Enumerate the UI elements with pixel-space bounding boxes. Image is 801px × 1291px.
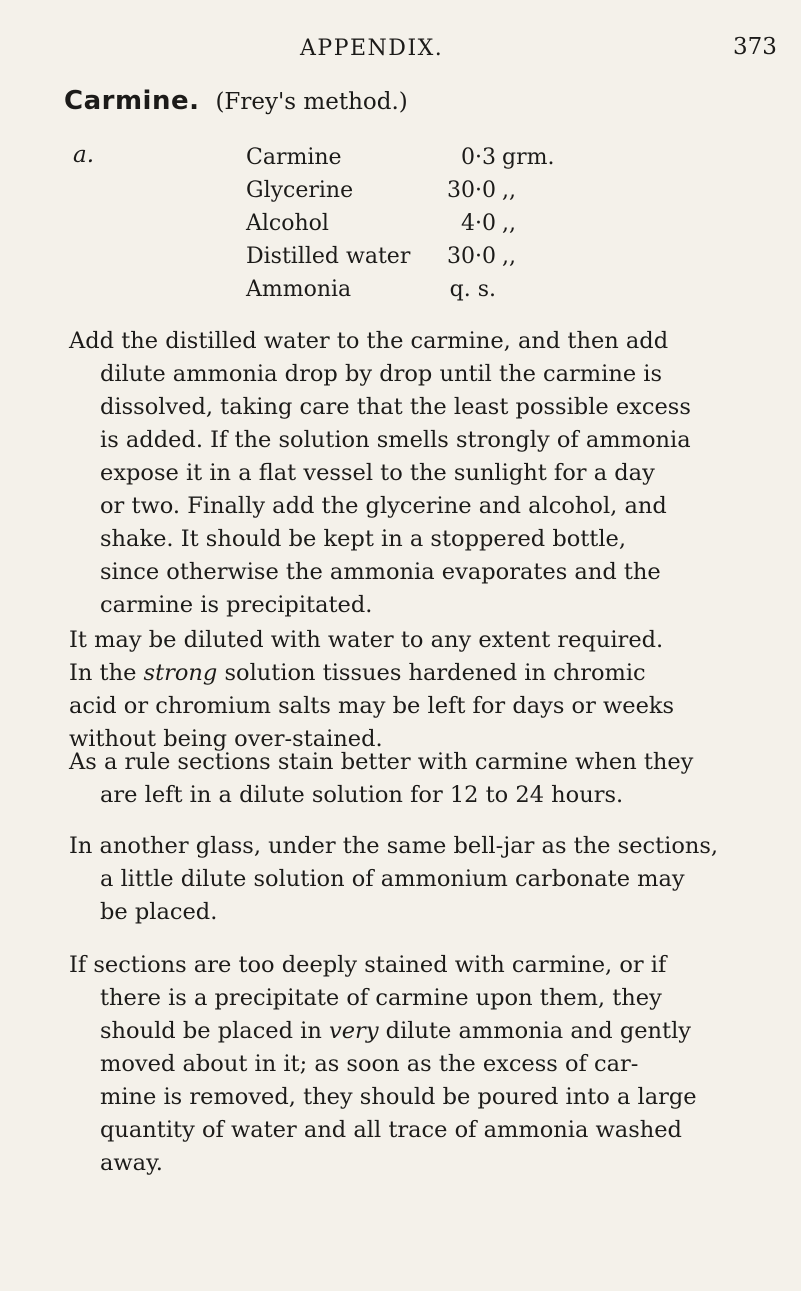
text-line: carmine is precipitated.	[100, 592, 373, 618]
ingredient-quantity: 0·3	[461, 145, 496, 170]
emphasis-text: strong	[143, 660, 218, 686]
text-line: Add the distilled water to the carmine, and then add	[69, 328, 669, 354]
ingredient-name: Carmine	[246, 145, 342, 170]
text-line: moved about in it; as soon as the excess of car-	[100, 1051, 639, 1077]
text-line	[69, 1015, 759, 1048]
ingredient-name: Ammonia	[246, 277, 352, 302]
text-line: As a rule sections stain better with carmine when they	[69, 749, 694, 775]
text-line: shake. It should be kept in a stoppered bottle,	[100, 526, 627, 552]
section-subtitle: (Frey's method.)	[215, 89, 408, 115]
paragraph-bell-jar	[69, 830, 759, 929]
text-fragment: In the	[69, 660, 144, 686]
text-line: are left in a dilute solution for 12 to 24 hours.	[100, 782, 624, 808]
text-fragment: should be placed in	[100, 1018, 330, 1044]
text-fragment: dilute ammonia and gently	[378, 1018, 691, 1044]
text-line: It may be diluted with water to any extent required.	[69, 627, 664, 653]
text-line: If sections are too deeply stained with carmine, or if	[69, 952, 667, 978]
text-line: there is a precipitate of carmine upon them, they	[100, 985, 662, 1011]
text-fragment: solution tissues hardened in chromic	[217, 660, 646, 686]
text-line: quantity of water and all trace of ammonia washed	[100, 1117, 682, 1143]
text-line: mine is removed, they should be poured into a large	[100, 1084, 697, 1110]
text-line: dilute ammonia drop by drop until the carmine is	[100, 361, 663, 387]
section-heading	[64, 86, 408, 116]
recipe-label: a.	[73, 142, 95, 168]
text-line: dissolved, taking care that the least possible excess	[100, 394, 691, 420]
text-line: away.	[100, 1150, 163, 1176]
text-line: without being over-stained.	[69, 726, 383, 752]
page-number: 373	[733, 34, 777, 60]
text-line: a little dilute solution of ammonium carbonate may	[100, 866, 685, 892]
ingredient-name: Glycerine	[246, 178, 354, 203]
ingredient-row	[246, 240, 646, 273]
paragraph-preparation	[69, 325, 759, 622]
emphasis-text: very	[329, 1018, 379, 1044]
ingredient-row	[246, 174, 646, 207]
text-line: In another glass, under the same bell-jar as the sections,	[69, 833, 719, 859]
ingredient-unit: ,,	[502, 178, 516, 203]
text-line: is added. If the solution smells strongly of ammonia	[100, 427, 691, 453]
text-line: acid or chromium salts may be left for days or weeks	[69, 693, 675, 719]
ingredient-name: Distilled water	[246, 244, 411, 269]
paragraph-overstaining	[69, 949, 759, 1180]
text-line: be placed.	[100, 899, 218, 925]
ingredient-row	[246, 273, 646, 306]
text-line: since otherwise the ammonia evaporates and the	[100, 559, 661, 585]
text-line: or two. Finally add the glycerine and alcohol, and	[100, 493, 667, 519]
paragraph-dilution	[69, 624, 759, 756]
ingredient-list	[246, 141, 646, 306]
text-line: expose it in a flat vessel to the sunlight for a day	[100, 460, 655, 486]
running-header: APPENDIX.	[300, 36, 444, 61]
ingredient-unit: ,,	[502, 244, 516, 269]
ingredient-unit: ,,	[502, 211, 516, 236]
paragraph-staining-rule	[69, 746, 759, 812]
ingredient-row	[246, 141, 646, 174]
ingredient-quantity: q. s.	[449, 277, 496, 302]
ingredient-row	[246, 207, 646, 240]
ingredient-quantity: 4·0	[461, 211, 496, 236]
section-title: Carmine.	[64, 86, 200, 116]
ingredient-name: Alcohol	[246, 211, 329, 236]
text-line	[69, 657, 759, 690]
ingredient-quantity: 30·0	[447, 178, 496, 203]
ingredient-unit: grm.	[502, 145, 555, 170]
ingredient-quantity: 30·0	[447, 244, 496, 269]
